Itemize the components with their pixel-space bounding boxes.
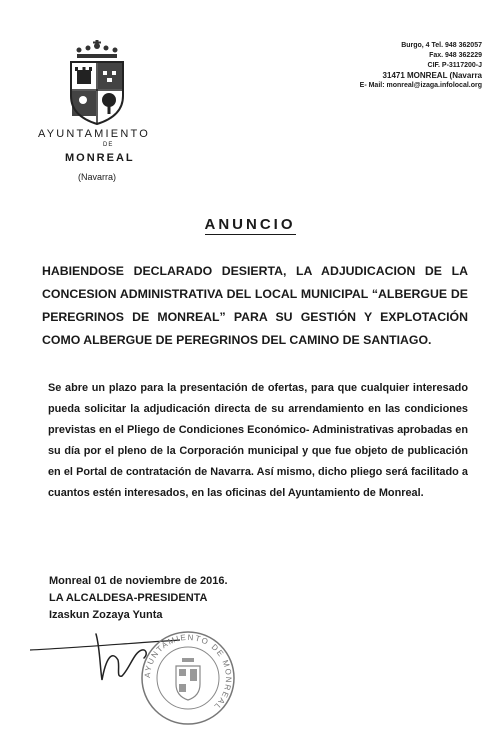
stamp-text: AYUNTAMIENTO DE MONREAL	[142, 632, 234, 712]
contact-cif: CIF. P-3117200-J	[427, 62, 482, 69]
contact-postal: 31471 MONREAL (Navarra	[382, 71, 482, 80]
coat-of-arms-icon	[63, 40, 131, 126]
notice-title	[0, 216, 500, 233]
organization-preposition: DE	[103, 142, 114, 148]
signatory-name: Izaskun Zozaya Yunta	[49, 609, 163, 621]
place-date: Monreal 01 de noviembre de 2016.	[49, 575, 228, 587]
contact-email: E- Mail: monreal@izaga.infolocal.org	[359, 82, 482, 89]
notice-heading-paragraph: HABIENDOSE DECLARADO DESIERTA, LA ADJUDICACION DE LA CONCESION ADMINISTRATIVA DEL LOCAL MUNICIPAL “ALBERGUE DE PEREGRINOS DE MONREAL” PARA SU GESTIÓN Y EXPLOTACIÓN COMO ALBERGUE DE PEREGRINOS DEL CAMINO DE SANTIAGO.	[42, 264, 468, 347]
closing-block	[49, 573, 228, 624]
official-stamp	[138, 628, 238, 728]
notice-body-paragraph: Se abre un plazo para la presentación de ofertas, para que cualquier interesado pueda solicitar la adjudicación directa de su arrendamiento en las condiciones previstas en el Pliego de Condiciones Económico- Administrativas aprobadas en su día por el pleno de la Corporación municipal y que fue objeto de publicación en el Portal de contratación de Navarra. Así mismo, dicho pliego será facilitado a cuantos estén interesados, en las oficinas del Ayuntamiento de Monreal.	[48, 382, 468, 499]
organization-name: AYUNTAMIENTO	[38, 128, 150, 140]
contact-address: Burgo, 4 Tel. 948 362057	[401, 42, 482, 49]
notice-title-text: ANUNCIO	[204, 216, 296, 233]
signatory-role: LA ALCALDESA-PRESIDENTA	[49, 592, 208, 604]
contact-fax: Fax. 948 362229	[429, 52, 482, 59]
organization-town: MONREAL	[65, 152, 135, 164]
contact-block	[360, 41, 482, 91]
organization-region: (Navarra)	[78, 172, 117, 182]
